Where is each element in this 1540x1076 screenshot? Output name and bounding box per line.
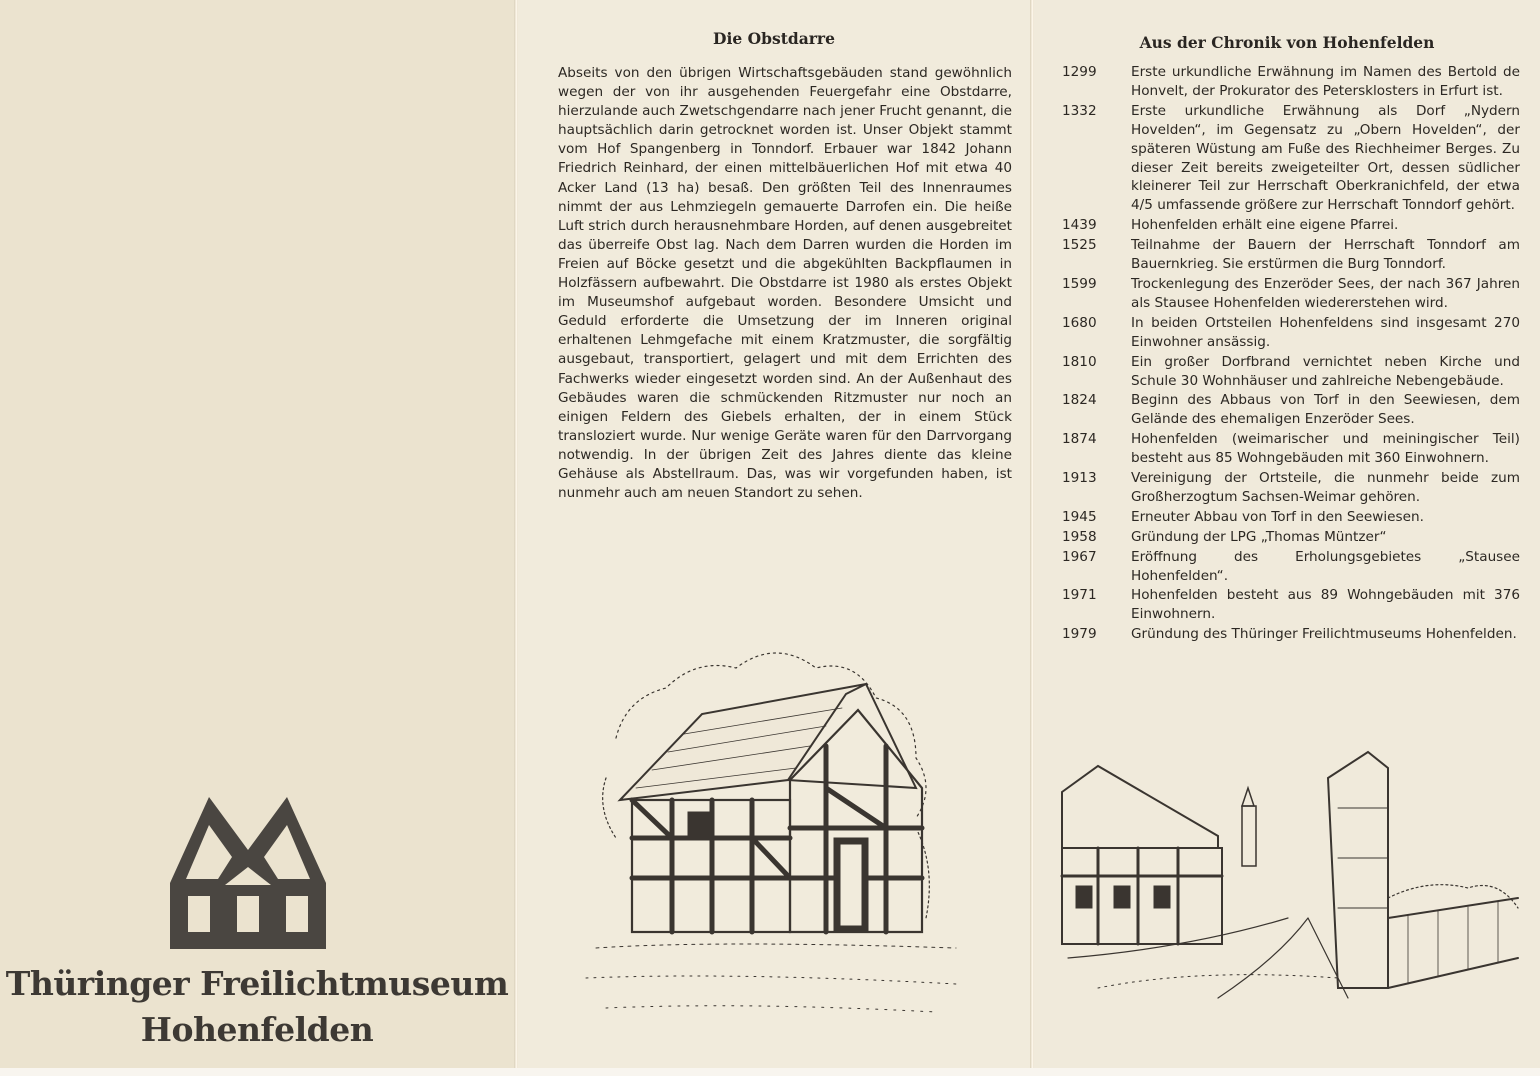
chronik-text: Gründung des Thüringer Freilichtmuseums Hohenfelden.	[1131, 626, 1517, 643]
list-item	[1062, 216, 1520, 235]
chronik-text: Gründung der LPG „Thomas Müntzer“	[1131, 528, 1387, 545]
cover-title-line2: Hohenfelden	[140, 1010, 374, 1049]
chronik-year: 1439	[1062, 217, 1097, 234]
chronik-year: 1967	[1062, 548, 1097, 565]
cover-title-line1: Thüringer Freilichtmuseum	[5, 964, 509, 1003]
chronik-year: 1680	[1062, 314, 1097, 331]
chronik-year: 1958	[1062, 528, 1097, 545]
chronik-list	[1062, 63, 1520, 645]
list-item	[1062, 528, 1520, 547]
chronik-year: 1874	[1062, 431, 1097, 448]
list-item	[1062, 430, 1520, 468]
obstdarre-title: Die Obstdarre	[713, 29, 835, 48]
list-item	[1062, 625, 1520, 644]
chronik-text: Hohenfelden besteht aus 89 Wohngebäuden mit 376 Einwohnern.	[1131, 587, 1520, 623]
chronik-text: Hohenfelden erhält eine eigene Pfarrei.	[1131, 217, 1399, 234]
list-item	[1062, 275, 1520, 313]
list-item	[1062, 586, 1520, 624]
museum-logo-icon	[170, 795, 326, 949]
chronik-text: Erneuter Abbau von Torf in den Seewiesen.	[1131, 508, 1424, 525]
list-item	[1062, 63, 1520, 101]
chronik-text: Erste urkundliche Erwähnung im Namen des Bertold de Honvelt, der Prokurator des Petersklosters in Erfurt ist.	[1131, 64, 1520, 99]
chronik-year: 1299	[1062, 64, 1097, 80]
chronik-year: 1913	[1062, 470, 1097, 487]
list-item	[1062, 236, 1520, 274]
chronik-year: 1945	[1062, 508, 1097, 525]
chronik-text: Teilnahme der Bauern der Herrschaft Tonndorf am Bauernkrieg. Sie erstürmen die Burg Tonndorf.	[1131, 237, 1520, 273]
chronik-year: 1599	[1062, 275, 1097, 292]
chronik-year: 1979	[1062, 626, 1097, 643]
list-item	[1062, 391, 1520, 429]
list-item	[1062, 102, 1520, 215]
chronik-year: 1525	[1062, 237, 1097, 254]
chronik-year: 1810	[1062, 353, 1097, 370]
chronik-text: Ein großer Dorfbrand vernichtet neben Kirche und Schule 30 Wohnhäuser und zahlreiche Nebengebäude.	[1131, 353, 1520, 389]
chronik-year: 1824	[1062, 392, 1097, 409]
chronik-text: Eröffnung des Erholungsgebietes „Stausee Hohenfelden“.	[1131, 548, 1520, 584]
chronik-title: Aus der Chronik von Hohenfelden	[1139, 33, 1435, 52]
chronik-text: Erste urkundliche Erwähnung als Dorf „Nydern Hovelden“, im Gegensatz zu „Obern Hovelden“, der späteren Wüstung am Fuße des Riechheimer Berges. Zu dieser Zeit bereits zweigeteilter Ort, dessen südlicher kleinerer Teil zur Herrschaft Oberkranichfeld, der etwa 4/5 umfassende größere zur Herrschaft Tonndorf gehört.	[1131, 102, 1520, 214]
list-item	[1062, 353, 1520, 391]
chronik-text: In beiden Ortsteilen Hohenfeldens sind insgesamt 270 Einwohner ansässig.	[1131, 314, 1520, 350]
chronik-year: 1971	[1062, 587, 1097, 604]
list-item	[1062, 469, 1520, 507]
page-edge	[0, 1068, 1540, 1076]
list-item	[1062, 508, 1520, 527]
chronik-text: Trockenlegung des Enzeröder Sees, der nach 367 Jahren als Stausee Hohenfelden wiedererstehen wird.	[1131, 275, 1520, 311]
obstdarre-drawing-icon	[576, 628, 966, 1038]
chronik-text: Vereinigung der Ortsteile, die nunmehr beide zum Großherzogtum Sachsen-Weimar gehören.	[1131, 470, 1520, 505]
obstdarre-text: Abseits von den übrigen Wirtschaftsgebäuden stand gewöhnlich wegen der von ihr ausgehenden Feuergefahr eine Obstdarre, hierzulande auch Zwetschgendarre nach jener Frucht genannt, die hauptsächlich darin getrocknet worden ist. Unser Objekt stammt vom Hof Spangenberg in Tonndorf. Erbauer war 1842 Johann Friedrich Reinhard, der einen mittelbäuerlichen Hof mit etwa 40 Acker Land (13 ha) besaß. Den größten Teil des Innenraumes nimmt der aus Lehmziegeln gemauerte Darrofen ein. Die heiße Luft strich durch herausnehmbare Horden, auf denen ausgebreitet das überreife Obst lag. Nach dem Darren wurden die Horden im Freien auf Böcke gesetzt und die abgekühlten Backpflaumen in Holzfässern aufbewahrt. Die Obstdarre ist 1980 als erstes Objekt im Museumshof aufgebaut worden. Besondere Umsicht und Geduld erforderte die Umsetzung der im Inneren original erhaltenen Lehmgefache mit einem Kratzmuster, die sorgfältig ausgebaut, transportiert, gelagert und mit dem Errichten des Fachwerks wieder eingesetzt worden sind. An der Außenhaut des Gebäudes waren die schmückenden Ritzmuster nur noch an einigen Feldern des Giebels erhalten, der in einem Stück transloziert wurde. Nur wenige Geräte waren für den Darrvorgang notwendig. In der übrigen Zeit des Jahres diente das kleine Gehäuse als Abstellraum. Das, was wir vorgefunden haben, ist nunmehr auch am neuen Standort zu sehen.	[558, 65, 1012, 502]
chronik-text: Beginn des Abbaus von Torf in den Seewiesen, dem Gelände des ehemaligen Enzeröder Sees.	[1131, 392, 1520, 428]
village-street-drawing-icon	[1058, 748, 1528, 1008]
cover-panel	[0, 0, 514, 1076]
chronik-text: Hohenfelden (weimarischer und meiningischer Teil) besteht aus 85 Wohngebäuden mit 360 Einwohnern.	[1131, 431, 1520, 467]
list-item	[1062, 548, 1520, 586]
chronik-year: 1332	[1062, 102, 1097, 119]
list-item	[1062, 314, 1520, 352]
